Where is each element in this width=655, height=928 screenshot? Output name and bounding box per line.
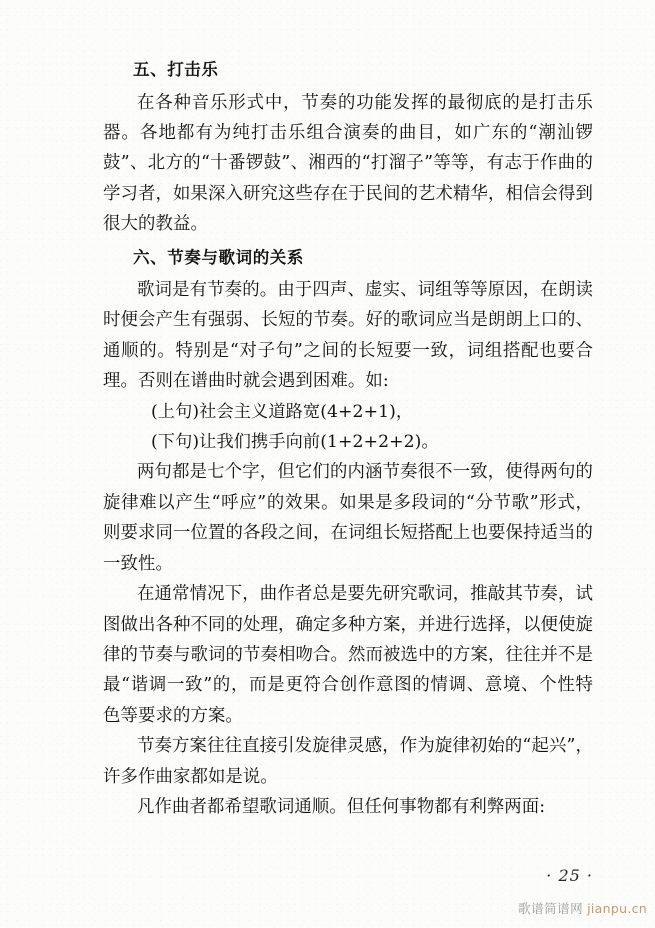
page-body [103, 62, 593, 822]
page-number: · 25 · [546, 866, 593, 885]
section-heading-rhythm-lyrics: 六、节奏与歌词的关系 [133, 247, 304, 267]
formula-lower-line: (下句)让我们携手向前(1+2+2+2)。 [151, 432, 439, 453]
paragraph-rhythm-1: 歌词是有节奏的。由于四声、虚实、词组等等原因，在朗读时便会产生有强弱、长短的节奏。好的歌词应当是朗朗上口的、通顺的。特别是“对子句”之间的长短要一致，词组搭配也要合理。否则在谱曲时就会遇到困难。如: [103, 280, 593, 392]
paragraph-rhythm-5: 凡作曲者都希望歌词通顺。但任何事物都有利弊两面: [137, 796, 546, 817]
watermark-site-name: 歌谱简谱网 [518, 901, 584, 916]
paragraph-rhythm-2: 两句都是七个字，但它们的内涵节奏很不一致，使得两句的旋律难以产生“呼应”的效果。如果是多段词的“分节歌”形式，则要求同一位置的各段之间，在词组长短搭配上也要保持适当的一致性。 [103, 462, 593, 574]
paragraph-rhythm-4: 节奏方案往往直接引发旋律灵感，作为旋律初始的“起兴”，许多作曲家都如是说。 [103, 736, 593, 787]
watermark [518, 899, 647, 917]
paragraph-rhythm-3: 在通常情况下，曲作者总是要先研究歌词，推敲其节奏，试图做出各种不同的处理，确定多种方案，并进行选择，以便使旋律的节奏与歌词的节奏相吻合。然而被选中的方案，往往并不是最“谐调一致”的，而是更符合创作意图的情调、意境、个性特色等要求的方案。 [103, 584, 593, 726]
formula-upper-line: (上句)社会主义道路宽(4+2+1)， [151, 401, 414, 422]
paragraph-percussion-1: 在各种音乐形式中，节奏的功能发挥的最彻底的是打击乐器。各地都有为纯打击乐组合演奏的曲目，如广东的“潮汕锣鼓”、北方的“十番锣鼓”、湘西的“打溜子”等等，有志于作曲的学习者，如果深入研究这些存在于民间的艺术精华，相信会得到很大的教益。 [103, 92, 593, 235]
watermark-url: jianpu.cn [587, 901, 647, 916]
section-heading-percussion: 五、打击乐 [133, 60, 219, 79]
